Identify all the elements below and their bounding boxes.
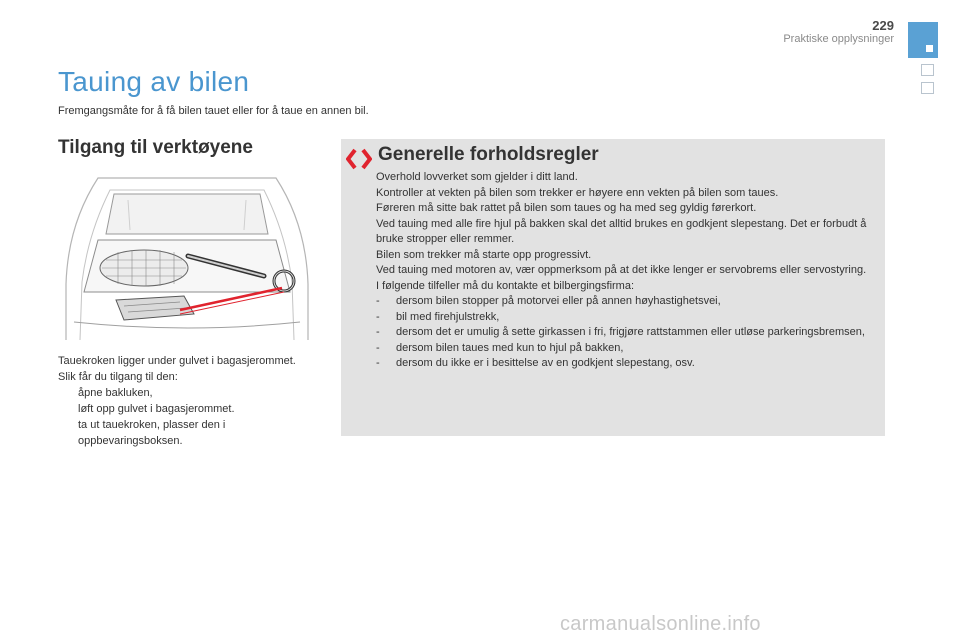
- tab-dot-icon: [926, 45, 933, 52]
- list-item: [376, 356, 876, 372]
- trunk-tow-hook-illustration: [58, 164, 316, 340]
- dash-marker: -: [376, 357, 380, 369]
- tools-howto: Slik får du tilgang til den:: [58, 371, 178, 383]
- dash-marker: -: [376, 310, 380, 323]
- bullet-marker: [58, 385, 78, 401]
- chapter-tab-outline[interactable]: [921, 82, 934, 94]
- warning-paragraph: Bilen som trekker må starte opp progressivt.: [376, 248, 592, 261]
- list-item: [58, 401, 308, 417]
- case-text: dersom det er umulig å sette girkassen i fri, frigjøre rattstammen eller utløse parkeringsbremsen,: [396, 326, 865, 338]
- warning-paragraph: Ved tauing med alle fire hjul på bakken skal det alltid brukes en godkjent slepestang. Det er forbudt å bruke stropper eller remmer.: [376, 217, 867, 245]
- list-item: [58, 417, 308, 449]
- warning-text: [376, 170, 876, 372]
- tools-description: [58, 353, 308, 449]
- page-subtitle: Fremgangsmåte for å få bilen tauet eller for å taue en annen bil.: [58, 105, 369, 117]
- list-item: [376, 325, 876, 341]
- case-text: dersom du ikke er i besittelse av en godkjent slepestang, osv.: [396, 357, 695, 369]
- watermark: carmanualsonline.info: [560, 613, 761, 635]
- warning-paragraph: Føreren må sitte bak rattet på bilen som taues og ha med seg gyldig førerkort.: [376, 202, 757, 214]
- tools-intro: Tauekroken ligger under gulvet i bagasjerommet.: [58, 355, 296, 367]
- case-text: bil med firehjulstrekk,: [396, 310, 500, 323]
- bullet-marker: [58, 401, 78, 417]
- page-title: Tauing av bilen: [58, 66, 250, 97]
- warning-paragraph: Overhold lovverket som gjelder i ditt land.: [376, 171, 578, 183]
- section-label: Praktiske opplysninger: [783, 33, 894, 45]
- list-item: [376, 294, 876, 310]
- chapter-tab-outline[interactable]: [921, 64, 934, 76]
- list-item: [376, 341, 876, 357]
- case-text: dersom bilen taues med kun to hjul på bakken,: [396, 341, 624, 354]
- list-item: [58, 385, 308, 401]
- warning-paragraph: I følgende tilfeller må du kontakte et bilbergingsfirma:: [376, 279, 635, 292]
- step-text: løft opp gulvet i bagasjerommet.: [78, 403, 235, 415]
- warning-paragraph: Kontroller at vekten på bilen som trekker er høyere enn vekten på bilen som taues.: [376, 186, 779, 199]
- warning-brackets-icon: [346, 148, 372, 170]
- dash-marker: -: [376, 326, 380, 338]
- step-text: ta ut tauekroken, plasser den i oppbevaringsboksen.: [78, 419, 226, 447]
- warning-paragraph: Ved tauing med motoren av, vær oppmerksom på at det ikke lenger er servobrems eller servostyring.: [376, 264, 867, 276]
- warning-title: Generelle forholdsregler: [378, 144, 599, 165]
- step-text: åpne bakluken,: [78, 387, 153, 399]
- chapter-tab-active[interactable]: [908, 22, 938, 58]
- bullet-marker: [58, 417, 78, 449]
- page-number: 229: [872, 18, 894, 33]
- case-text: dersom bilen stopper på motorvei eller på annen høyhastighetsvei,: [396, 295, 721, 307]
- dash-marker: -: [376, 295, 380, 307]
- dash-marker: -: [376, 341, 380, 354]
- list-item: [376, 310, 876, 326]
- section-heading: Tilgang til verktøyene: [58, 137, 253, 158]
